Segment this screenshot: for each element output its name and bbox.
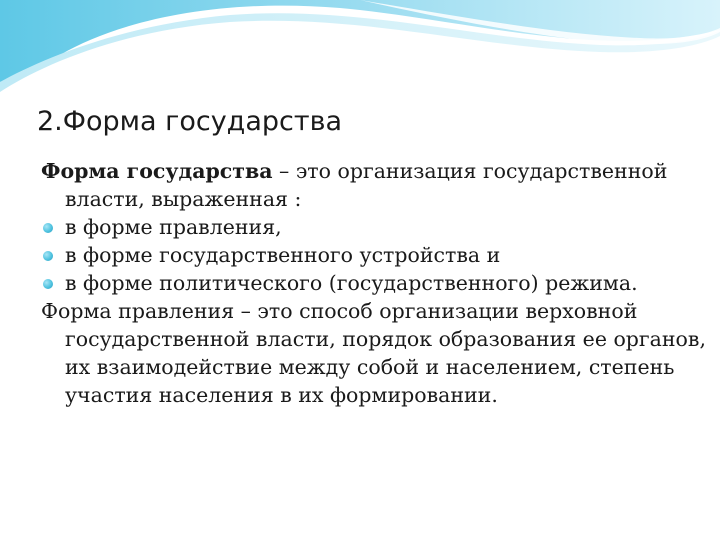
list-item — [41, 241, 706, 269]
list-item — [41, 269, 706, 297]
bullet-text: в форме политического (государственного) режима. — [65, 271, 638, 295]
header-wave-decoration — [0, 0, 720, 100]
bullet-text: в форме правления, — [65, 215, 282, 239]
bullet-text: в форме государственного устройства и — [65, 243, 501, 267]
definition-paragraph — [41, 157, 706, 213]
bullet-dot-icon — [43, 251, 53, 261]
slide-content — [41, 157, 706, 409]
definition-text: – это организация государственной власти, выраженная : — [65, 159, 668, 211]
slide-title: 2.Форма государства — [37, 106, 343, 137]
bullet-dot-icon — [43, 279, 53, 289]
bullet-list — [41, 213, 706, 297]
bullet-dot-icon — [43, 223, 53, 233]
form-of-government-paragraph: Форма правления – это способ организации верховной государственной власти, порядок образования ее органов, их взаимодействие между собой и населением, степень участия населения в их формировании. — [41, 299, 706, 407]
definition-term: Форма государства — [41, 159, 273, 183]
list-item — [41, 213, 706, 241]
